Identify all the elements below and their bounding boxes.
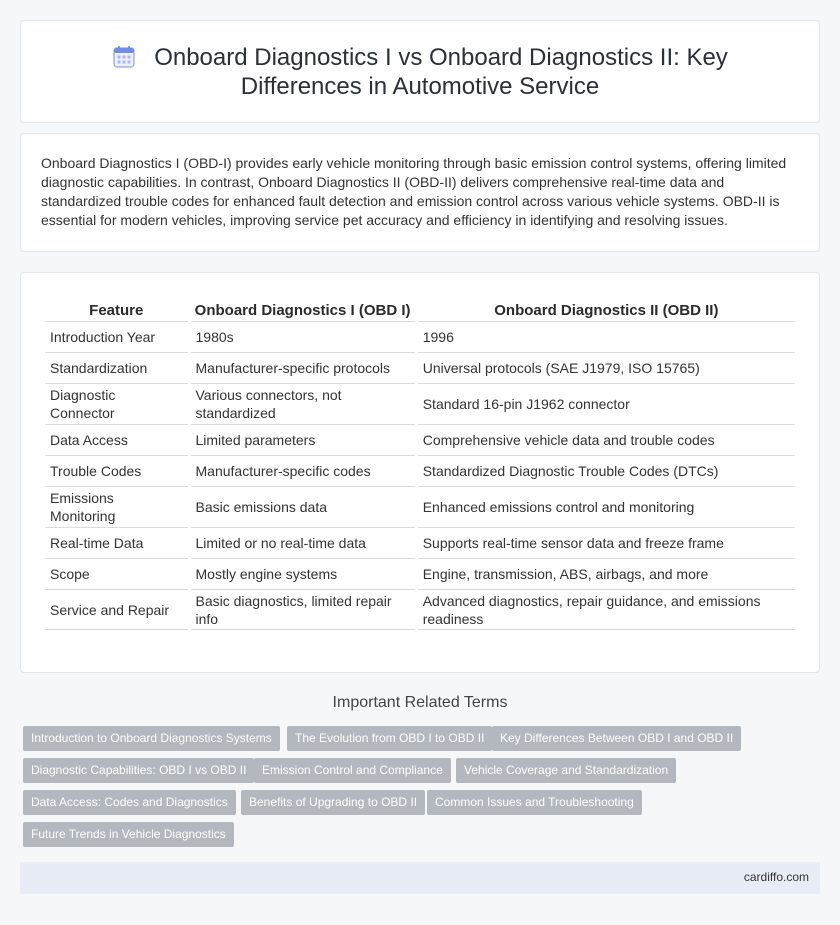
feature-cell: Introduction Year [45,321,188,352]
related-tag[interactable]: The Evolution from OBD I to OBD II [287,726,492,751]
title-card [20,20,820,123]
obd1-cell: Limited or no real-time data [191,527,415,558]
obd1-cell: Mostly engine systems [191,558,415,589]
obd1-cell: Manufacturer-specific protocols [191,352,415,383]
header-obd2: Onboard Diagnostics II (OBD II) [494,302,719,319]
table-row [45,455,795,486]
summary-card [20,133,820,252]
related-tag[interactable]: Emission Control and Compliance [254,758,451,783]
table-row [45,527,795,558]
related-tag[interactable]: Common Issues and Troubleshooting [427,790,642,815]
table-row [45,424,795,455]
comparison-table [42,294,798,630]
related-tag[interactable]: Data Access: Codes and Diagnostics [23,790,236,815]
feature-cell: Data Access [45,424,188,455]
feature-cell: Service and Repair [45,589,188,630]
related-tag[interactable]: Introduction to Onboard Diagnostics Systems [23,726,280,751]
table-header-row [45,294,795,321]
header-obd1: Onboard Diagnostics I (OBD I) [194,302,411,319]
feature-cell: Standardization [45,352,188,383]
feature-cell: Diagnostic Connector [45,383,188,424]
obd2-cell: Standard 16-pin J1962 connector [418,383,795,424]
feature-cell: Real-time Data [45,527,188,558]
feature-cell: Emissions Monitoring [45,486,188,527]
obd2-cell: Comprehensive vehicle data and trouble codes [418,424,795,455]
related-tag[interactable]: Benefits of Upgrading to OBD II [241,790,425,815]
obd1-cell: Basic diagnostics, limited repair info [191,589,415,630]
feature-cell: Scope [45,558,188,589]
obd2-cell: Standardized Diagnostic Trouble Codes (DTCs) [418,455,795,486]
obd1-cell: Basic emissions data [191,486,415,527]
obd1-cell: Limited parameters [191,424,415,455]
obd2-cell: Supports real-time sensor data and freeze frame [418,527,795,558]
obd2-cell: 1996 [418,321,795,352]
obd1-cell: 1980s [191,321,415,352]
related-tag[interactable]: Diagnostic Capabilities: OBD I vs OBD II [23,758,254,783]
related-tag[interactable]: Future Trends in Vehicle Diagnostics [23,822,234,847]
related-tag[interactable]: Key Differences Between OBD I and OBD II [492,726,741,751]
table-row [45,558,795,589]
feature-cell: Trouble Codes [45,455,188,486]
obd1-cell: Manufacturer-specific codes [191,455,415,486]
table-row [45,486,795,527]
table-row [45,589,795,630]
calendar-grid-icon [112,45,136,69]
summary-text: Onboard Diagnostics I (OBD-I) provides early vehicle monitoring through basic emission control systems, offering limited diagnostic capabilities. In contrast, Onboard Diagnostics II (OBD-II) delivers comprehensive real-time data and standardized trouble codes for enhanced fault detection and emission control across various vehicle systems. OBD-II is essential for modern vehicles, improving service pet accuracy and efficiency in identifying and resolving issues. [41,155,787,228]
obd2-cell: Enhanced emissions control and monitoring [418,486,795,527]
obd2-cell: Engine, transmission, ABS, airbags, and more [418,558,795,589]
obd1-cell: Various connectors, not standardized [191,383,415,424]
table-row [45,383,795,424]
comparison-table-card [20,272,820,673]
header-feature: Feature [89,302,144,319]
page-title: Onboard Diagnostics I vs Onboard Diagnostics II: Key Differences in Automotive Service [154,44,728,100]
footer [20,862,820,894]
obd2-cell: Advanced diagnostics, repair guidance, and emissions readiness [418,589,795,630]
related-terms-heading: Important Related Terms [332,694,508,711]
footer-site-link[interactable]: cardiffo.com [743,870,809,884]
table-row [45,352,795,383]
table-row [45,321,795,352]
related-tag[interactable]: Vehicle Coverage and Standardization [456,758,676,783]
obd2-cell: Universal protocols (SAE J1979, ISO 15765) [418,352,795,383]
